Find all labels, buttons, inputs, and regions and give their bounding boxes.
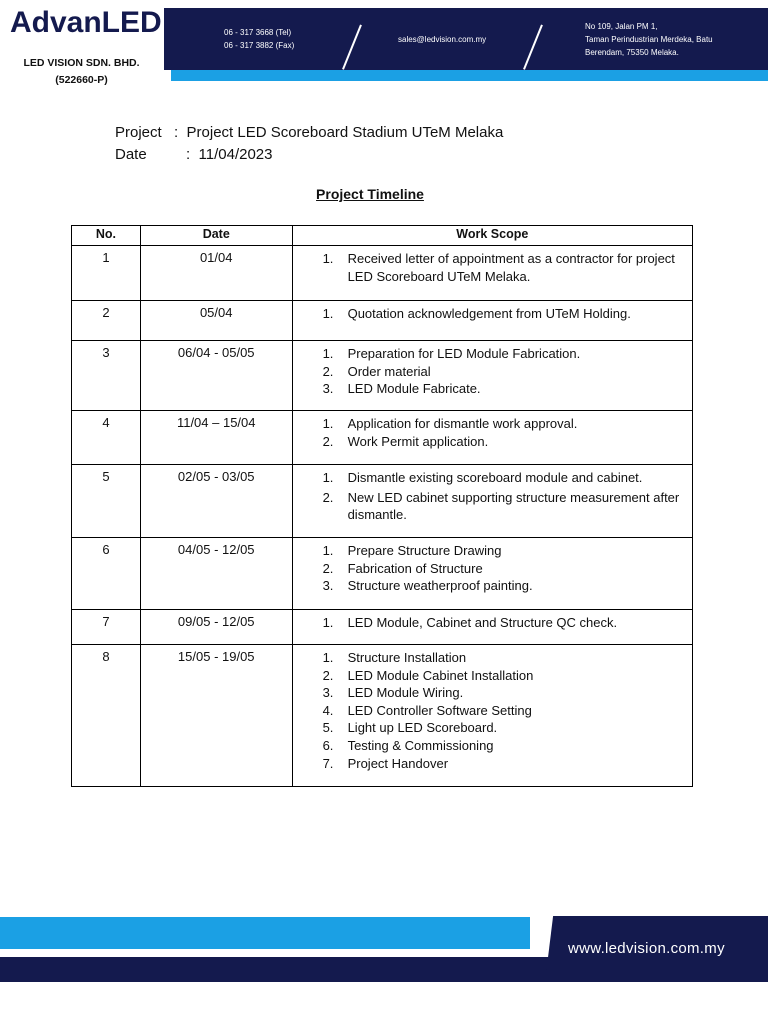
row-number: 8 (72, 645, 141, 787)
row-date: 01/04 (140, 246, 292, 301)
table-row (72, 411, 693, 465)
row-work-scope (292, 610, 692, 645)
tel-number: 06 - 317 3668 (Tel) (224, 28, 292, 37)
row-date: 15/05 - 19/05 (140, 645, 292, 787)
scope-item: 6. Testing & Commissioning (322, 737, 494, 753)
scope-item: 2. Work Permit application. (322, 433, 489, 449)
row-number: 6 (72, 538, 141, 610)
contact-phone (224, 26, 294, 52)
scope-item: 5. Light up LED Scoreboard. (322, 720, 498, 736)
table-row (72, 465, 693, 538)
address-line: No 109, Jalan PM 1, (585, 22, 658, 31)
row-date: 09/05 - 12/05 (140, 610, 292, 645)
row-number: 1 (72, 246, 141, 301)
scope-item: 3. Structure weatherproof painting. (322, 578, 533, 594)
table-row (72, 610, 693, 645)
scope-item: 1. Structure Installation (322, 650, 467, 665)
footer-blue-stripe (0, 917, 530, 949)
row-work-scope (292, 465, 692, 538)
row-work-scope (292, 341, 692, 411)
table-row (72, 301, 693, 341)
header-divider (342, 24, 361, 69)
document-title: Project Timeline (316, 186, 424, 202)
project-line (115, 124, 503, 141)
address-line: Taman Perindustrian Merdeka, Batu (585, 35, 713, 44)
scope-item: 2. New LED cabinet supporting structure measurement after dismantle. (322, 489, 680, 523)
scope-item: 1. Prepare Structure Drawing (322, 543, 502, 558)
header-divider (523, 24, 542, 69)
scope-item: 3. LED Module Wiring. (322, 685, 464, 701)
row-number: 7 (72, 610, 141, 645)
scope-item: 1. Application for dismantle work approval. (322, 416, 578, 431)
row-number: 3 (72, 341, 141, 411)
row-date: 05/04 (140, 301, 292, 341)
scope-item: 1. LED Module, Cabinet and Structure QC check. (322, 615, 618, 630)
project-separator: : (174, 124, 179, 141)
column-header-work-scope: Work Scope (292, 226, 692, 246)
date-label: Date (115, 146, 147, 163)
table-row (72, 341, 693, 411)
table-row (72, 246, 693, 301)
row-work-scope (292, 538, 692, 610)
column-header-no: No. (72, 226, 141, 246)
table-header-row (72, 226, 693, 246)
scope-item: 7. Project Handover (322, 755, 449, 771)
company-registration: (522660-P) (55, 74, 108, 86)
header-banner (164, 8, 768, 70)
row-date: 11/04 – 15/04 (140, 411, 292, 465)
row-date: 06/04 - 05/05 (140, 341, 292, 411)
company-logo (10, 6, 162, 40)
row-date: 04/05 - 12/05 (140, 538, 292, 610)
scope-item: 1. Received letter of appointment as a contractor for project LED Scoreboard UTeM Melaka. (322, 251, 675, 284)
scope-item: 4. LED Controller Software Setting (322, 702, 532, 718)
scope-item: 3. LED Module Fabricate. (322, 381, 481, 397)
header-blue-stripe (171, 70, 768, 81)
table-row (72, 538, 693, 610)
row-work-scope (292, 246, 692, 301)
project-date: 11/04/2023 (198, 146, 273, 163)
scope-item: 1. Quotation acknowledgement from UTeM Holding. (322, 306, 631, 321)
row-date: 02/05 - 03/05 (140, 465, 292, 538)
row-number: 5 (72, 465, 141, 538)
logo-text: AdvanLED (10, 6, 162, 39)
table-row (72, 645, 693, 787)
fax-number: 06 - 317 3882 (Fax) (224, 41, 295, 50)
row-work-scope (292, 645, 692, 787)
company-address (585, 20, 713, 59)
row-number: 4 (72, 411, 141, 465)
scope-item: 1. Dismantle existing scoreboard module and cabinet. (322, 470, 643, 485)
project-label: Project (115, 124, 162, 141)
scope-item: 2. LED Module Cabinet Installation (322, 667, 534, 683)
row-work-scope (292, 411, 692, 465)
scope-item: 2. Fabrication of Structure (322, 560, 483, 576)
date-line (115, 146, 272, 163)
company-name: LED VISION SDN. BHD. (23, 57, 140, 69)
timeline-table (71, 225, 693, 787)
scope-item: 1. Preparation for LED Module Fabrication. (322, 346, 581, 361)
column-header-date: Date (140, 226, 292, 246)
project-name: Project LED Scoreboard Stadium UTeM Melaka (186, 124, 504, 141)
row-number: 2 (72, 301, 141, 341)
footer-website: www.ledvision.com.my (568, 940, 725, 957)
contact-email: sales@ledvision.com.my (398, 35, 487, 44)
address-line: Berendam, 75350 Melaka. (585, 48, 679, 57)
scope-item: 2. Order material (322, 363, 431, 379)
date-separator: : (186, 146, 191, 163)
row-work-scope (292, 301, 692, 341)
